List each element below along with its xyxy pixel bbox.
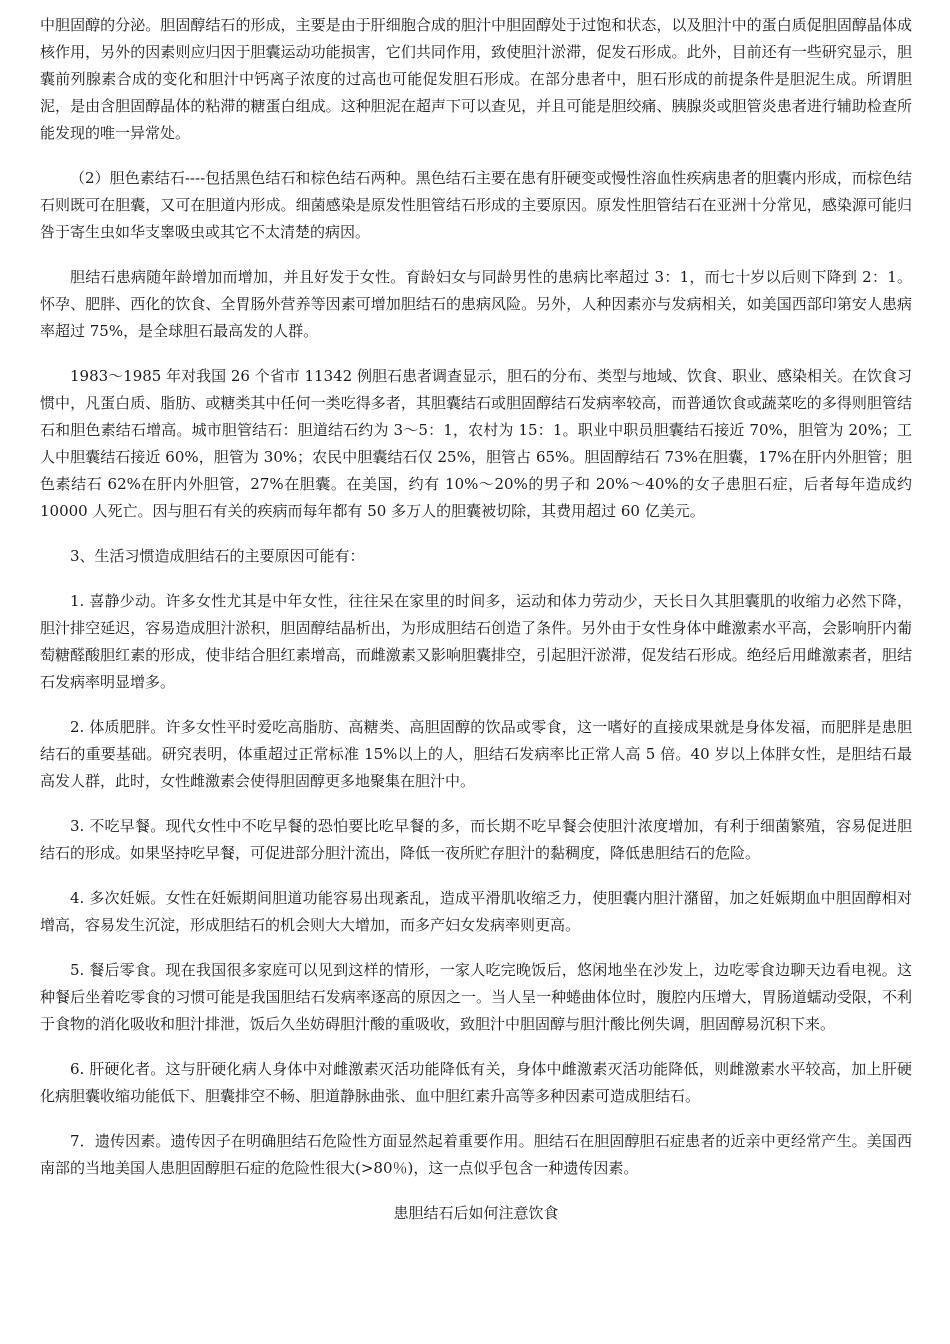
paragraph-lifestyle-intro: 3、生活习惯造成胆结石的主要原因可能有：: [70, 547, 365, 565]
document-page: [40, 12, 912, 1245]
paragraph-pigment-stones: （2）胆色素结石----包括黑色结石和棕色结石两种。黑色结石主要在患有肝硬变或慢性溶血性疾病患者的胆囊内形成，而棕色结石则既可在胆囊，又可在胆道内形成。细菌感染是原发性胆管结石形成的主要原因。原发性胆管结石在亚洲十分常见，感染源可能归咎于寄生虫如华支睾吸虫或其它不太清楚的病因。: [40, 169, 912, 241]
list-item-obesity: 2. 体质肥胖。许多女性平时爱吃高脂肪、高糖类、高胆固醇的饮品或零食，这一嗜好的直接成果就是身体发福，而肥胖是患胆结石的重要基础。研究表明，体重超过正常标准 15%以上的人，胆结石发病率比正常人高 5 倍。40 岁以上体胖女性，是胆结石最高发人群，此时，女性雌激素会使得胆固醇更多地聚集在胆汁中。: [40, 718, 912, 790]
list-item-genetics: 7．遗传因素。遗传因子在明确胆结石危险性方面显然起着重要作用。胆结石在胆固醇胆石症患者的近亲中更经常产生。美国西南部的当地美国人患胆固醇胆石症的危险性很大(>80％)，这一点似乎包含一种遗传因素。: [40, 1132, 912, 1177]
list-item-skip-breakfast: 3. 不吃早餐。现代女性中不吃早餐的恐怕要比吃早餐的多，而长期不吃早餐会使胆汁浓度增加，有利于细菌繁殖，容易促进胆结石的形成。如果坚持吃早餐，可促进部分胆汁流出，降低一夜所贮存胆汁的黏稠度，降低患胆结石的危险。: [40, 817, 912, 862]
list-item-cirrhosis: 6. 肝硬化者。这与肝硬化病人身体中对雌激素灭活功能降低有关，身体中雌激素灭活功能降低，则雌激素水平较高，加上肝硬化病胆囊收缩功能低下、胆囊排空不畅、胆道静脉曲张、血中胆红素升高等多种因素可造成胆结石。: [40, 1060, 912, 1105]
paragraph-epidemiology-age: 胆结石患病随年龄增加而增加，并且好发于女性。育龄妇女与同龄男性的患病比率超过 3：1，而七十岁以后则下降到 2：1。怀孕、肥胖、西化的饮食、全胃肠外营养等因素可增加胆结石的患病风险。另外，人种因素亦与发病相关，如美国西部印第安人患病率超过 75%，是全球胆石最高发的人群。: [40, 268, 912, 340]
list-item-pregnancy: 4. 多次妊娠。女性在妊娠期间胆道功能容易出现紊乱，造成平滑肌收缩乏力，使胆囊内胆汁潴留，加之妊娠期血中胆固醇相对增高，容易发生沉淀，形成胆结石的机会则大大增加，而多产妇女发病率则更高。: [40, 889, 912, 934]
list-item-sedentary: 1. 喜静少动。许多女性尤其是中年女性，往往呆在家里的时间多，运动和体力劳动少，天长日久其胆囊肌的收缩力必然下降，胆汁排空延迟，容易造成胆汁淤积，胆固醇结晶析出，为形成胆结石创造了条件。另外由于女性身体中雌激素水平高，会影响肝内葡萄糖醛酸胆红素的形成，使非结合胆红素增高，而雌激素又影响胆囊排空，引起胆汗淤滞，促发结石形成。绝经后用雌激素者，胆结石发病率明显增多。: [40, 592, 912, 691]
list-item-after-meal-snacks: 5. 餐后零食。现在我国很多家庭可以见到这样的情形，一家人吃完晚饭后，悠闲地坐在沙发上，边吃零食边聊天边看电视。这种餐后坐着吃零食的习惯可能是我国胆结石发病率逐高的原因之一。当人呈一种蜷曲体位时，腹腔内压增大，胃肠道蠕动受限，不利于食物的消化吸收和胆汁排泄，饭后久坐妨碍胆汁酸的重吸收，致胆汁中胆固醇与胆汁酸比例失调，胆固醇易沉积下来。: [40, 961, 912, 1033]
paragraph-china-survey: 1983～1985 年对我国 26 个省市 11342 例胆石患者调查显示，胆石的分布、类型与地域、饮食、职业、感染相关。在饮食习惯中，凡蛋白质、脂肪、或糖类其中任何一类吃得多者，其胆囊结石或胆固醇结石发病率较高，而普通饮食或蔬菜吃的多得则胆管结石和胆色素结石增高。城市胆管结石：胆道结石约为 3～5：1，农村为 15：1。职业中职员胆囊结石接近 70%，胆管为 20%；工人中胆囊结石接近 60%，胆管为 30%；农民中胆囊结石仅 25%，胆管占 65%。胆固醇结石 73%在胆囊，17%在肝内外胆管；胆色素结石 62%在肝内外胆管，27%在胆囊。在美国，约有 10%～20%的男子和 20%～40%的女子患胆石症，后者每年造成约 10000 人死亡。因与胆石有关的疾病而每年都有 50 多万人的胆囊被切除，其费用超过 60 亿美元。: [40, 367, 912, 520]
section-heading-diet: 患胆结石后如何注意饮食: [393, 1204, 559, 1222]
paragraph-cholesterol-stones: 中胆固醇的分泌。胆固醇结石的形成，主要是由于肝细胞合成的胆汁中胆固醇处于过饱和状态，以及胆汁中的蛋白质促胆固醇晶体成核作用，另外的因素则应归因于胆囊运动功能损害，它们共同作用，致使胆汁淤滞，促发石形成。此外，目前还有一些研究显示，胆囊前列腺素合成的变化和胆汁中钙离子浓度的过高也可能促发胆石形成。在部分患者中，胆石形成的前提条件是胆泥生成。所谓胆泥，是由含胆固醇晶体的粘滞的糖蛋白组成。这种胆泥在超声下可以查见，并且可能是胆绞痛、胰腺炎或胆管炎患者进行辅助检查所能发现的唯一异常处。: [40, 16, 912, 142]
